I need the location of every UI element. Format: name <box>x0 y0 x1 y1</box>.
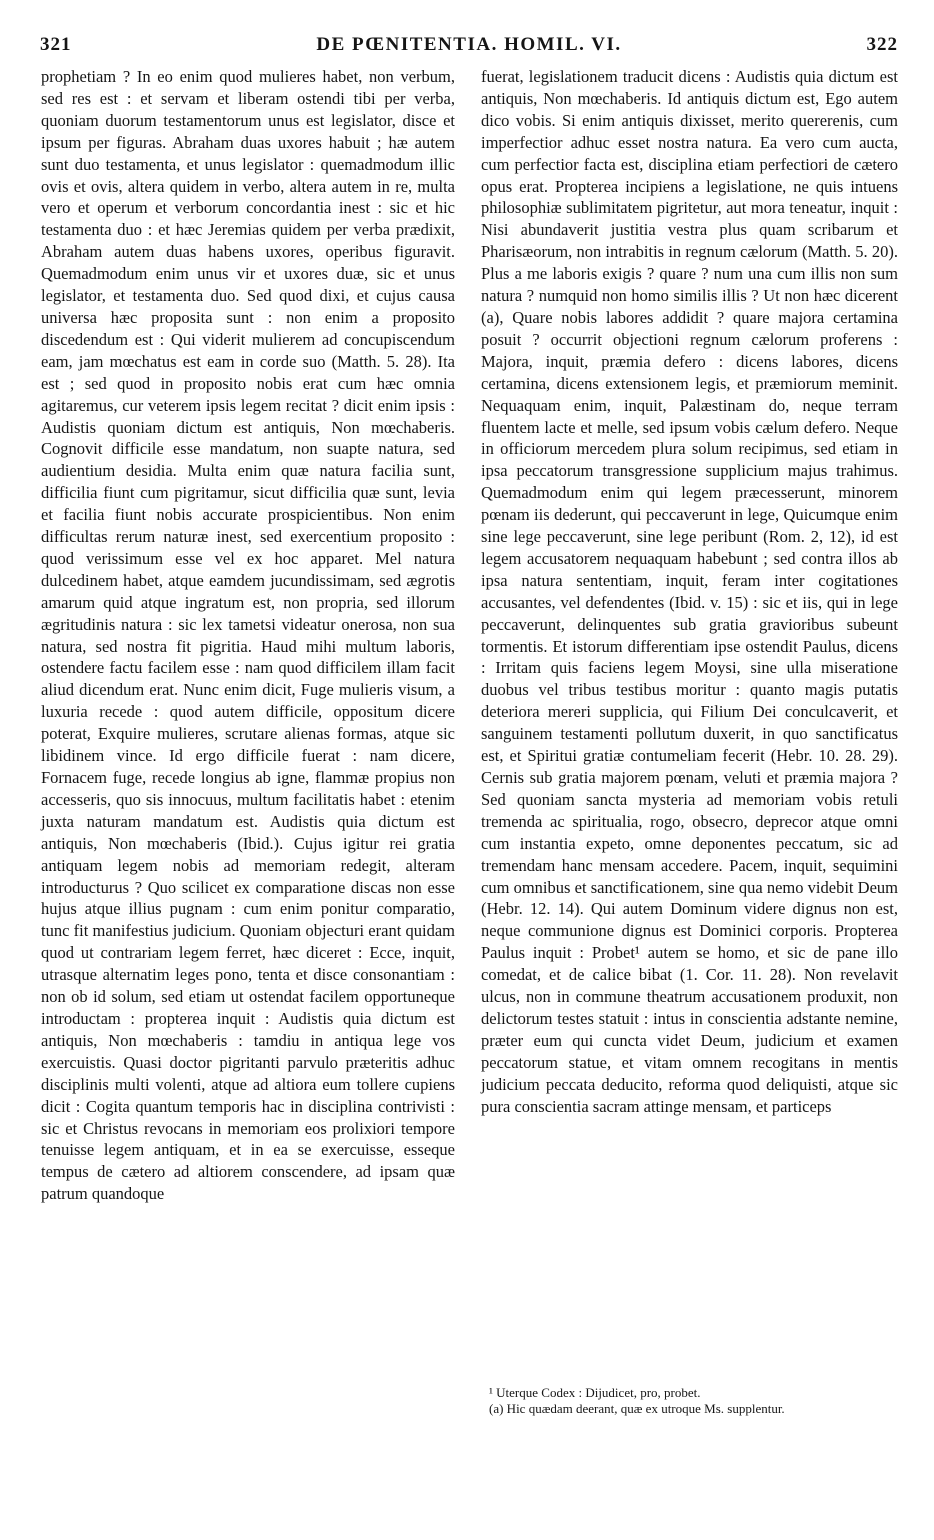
footnote-a: (a) Hic quædam deerant, quæ ex utroque Ms. supplentur. <box>489 1401 785 1416</box>
text-column-right <box>481 66 898 1118</box>
right-column-text: fuerat, legislationem traducit dicens : Audistis quia dictum est antiquis, Non mœchaberis. Id antiquis dictum est, Ego autem dico vobis. Si enim antiquis dixisset, merito quererenis, cum imperfectior adhuc esset nostra natura. Ea vero cum aucta, cum perfectior facta est, disciplina etiam perfectiori de cætero opus erat. Propterea incipiens a legislatione, ne quis intuens philosophiæ sublimitatem pigritetur, aut mora teneatur, inquit : Nisi abundaverit justitia vestra plus quam scribarum et Pharisæorum, non intrabitis in regnum cælorum (Matth. 5. 20). Plus a me laboris exigis ? quare ? num una cum illis non sum natura ? numquid non homo similis illis ? Ut non hæc dicerent (a), Quare nobis labores addidit ? quare majora certamina posuit ? occurrit objectioni regnum cælorum proferens : Majora, inquit, præmia defero : dicens labores, dicens certamina, dicens extensionem legis, et præmiorum meminit. Nequaquam enim, inquit, Palæstinam do, neque terram fluentem lacte et melle, sed ipsum vobis cælum defero. Neque in officiorum mercedem plura solum recipimus, sed etiam in ipsa peccatorum transgressione supplicium majus trahimus. Quemadmodum enim qui legem præcesserunt, minorem pœnam iis dederunt, qui peccaverunt in lege, Quicumque enim sine lege peccaverunt, sine lege peribunt (Rom. 2, 12), id est legem accusatorem nequaquam habebunt ; sed contra illos ab ipsa natura sententiam, inquit, feram inter cogitationes accusantes, vel defendentes (Ibid. v. 15) : sic et iis, qui in lege peccaverunt, delinquentes sub gratia gravioribus subeunt tormentis. Et istorum differentiam ipse ostendit Paulus, dicens : Irritam quis faciens legem Moysi, sine ulla miseratione duobus vel tribus testibus moritur : quanto magis putatis deteriora mereri supplicia, qui Filium Dei conculcaverit, et sanguinem testamenti pollutum duxerit, in quo sanctificatus est, et Spiritui gratiæ contumeliam fecerit (Hebr. 10. 28. 29). Cernis sub gratia majorem pœnam, veluti et præmia majora ? Sed quoniam sancta mysteria ad memoriam vobis retuli tremenda ac spiritualia, rogo, obsecro, deprecor atque omni cum instantia expeto, omne deponentes peccatum, sic ad tremendam hanc mensam accedere. Pacem, inquit, sequimini cum omnibus et sanctificationem, sine qua nemo videbit Deum (Hebr. 12. 14). Qui autem Dominum videre dignus non est, neque communione dignus est Dominici corporis. Propterea Paulus inquit : Probet¹ autem se homo, et sic de pane illo comedat, et de calice bibat (1. Cor. 11. 28). Non revelavit ulcus, non in commune theatrum accusationem produxit, non delictorum testes statuit : intus in conscientia adstante nemine, præter eum qui cuncta videt Deum, judicium et examen peccatorum statue, et vitam omnem recogitans in mentis judicium peccata deducito, reforma quod deliquisti, atque sic pura conscientia sacram attinge mensam, et particeps <box>481 67 898 1116</box>
footnote-1: ¹ Uterque Codex : Dijudicet, pro, probet. <box>489 1385 701 1400</box>
running-title: DE PŒNITENTIA. HOMIL. VI. <box>316 34 622 55</box>
text-column-left <box>41 66 455 1205</box>
page-number-right: 322 <box>866 34 898 55</box>
footnotes <box>489 1385 899 1417</box>
running-header <box>40 34 898 60</box>
left-column-text: prophetiam ? In eo enim quod mulieres habet, non verbum, sed res est : et servam et liberam ostendi tibi per verba, quoniam duorum testamentorum unus est legislator, disce et ipsum per figuras. Abraham duas uxores habuit ; hæ autem sunt duo testamenta, et unus legislator : quemadmodum illic ovis et ovis, altera quidem in verbo, altera autem in re, multa vero et operum et verborum concordantia inest : sic et hic testamenta duo : et hæc Jeremias quidem per verba prædixit, Abraham autem duas habens uxores, operibus figuravit. Quemadmodum enim unus vir et uxores duæ, sic et unus legislator, et testamenta duo. Sed quod dixi, et cujus causa universa hæc proposita sunt : non enim a proposito discedendum est : Qui viderit mulierem ad concupiscendum eam, jam mœchatus est eam in corde suo (Matth. 5. 28). Ita est ; sed quod in proposito nobis erat cum hæc omnia agitaremus, cur veterem ipsis legem recitat ? dicit enim ipsis : Audistis quoniam dictum est antiquis, Non mœchaberis. Cognovit difficile esse mandatum, non suapte natura, sed audientium desidia. Multa enim quæ natura facilia sunt, difficilia fiunt cum pigritamur, sicut difficilia quæ sunt, levia et facilia fiunt nobis accurate prospicientibus. Non enim difficultas rerum naturæ inest, sed exercentium proposito : quod verissimum esse vel ex hoc apparet. Mel natura dulcedinem habet, atque eamdem jucundissimam, sed ægrotis amarum quid atque ingratum est, non propria, sed illorum ægritudinis natura : sic lex tametsi videatur onerosa, non sua natura, sed nostra fit pigritia. Haud mihi multum laboris, ostendere factu facilem esse : nam quod difficilem illam facit aliud dicendum erat. Nunc enim dicit, Fuge mulieris visum, a luxuria recede : quod autem difficile, oppositum dicere poterat, Exquire mulieres, scrutare alienas formas, atque sic libidinem vince. Id ergo difficile fuerat : nam dicere, Fornacem fuge, recede longius ab igne, flammæ propius non accesseris, quo sis innocuus, multum facilitatis habet : etenim juxta naturam mandatum est. Audistis quia dictum est antiquis, Non mœchaberis (Ibid.). Cujus igitur rei gratia antiquam legem nobis ad memoriam redegit, alteram introducturus ? Quo scilicet ex comparatione discas non esse hujus atque illius pugnam : cum enim ponitur comparatio, tunc fit manifestius judicium. Quoniam objecturi erant quidam quod ut contrariam legem ferret, hæc diceret : Ecce, inquit, utrasque alternatim leges pono, tenta et disce consonantiam : non ob id solum, sed etiam ut ostendat facilem opportuneque introductam : propterea inquit : Audistis quia dictum est antiquis, Non mœchaberis : tamdiu in antiqua lege vos exercuistis. Quasi doctor pigritanti parvulo præteritis adhuc disciplinis multi volenti, atque ad altiora eum tollere cupiens dicit : Cogita quantum temporis hac in disciplina contrivisti : sic et Christus revocans in memoriam eos prolixiori tempore tenuisse legem antiquam, et in ea se exercuisse, esseque tempus de cætero ad altiorem conscendere, ad ipsam quæ patrum quandoque <box>41 67 455 1204</box>
page-number-left: 321 <box>40 34 72 55</box>
